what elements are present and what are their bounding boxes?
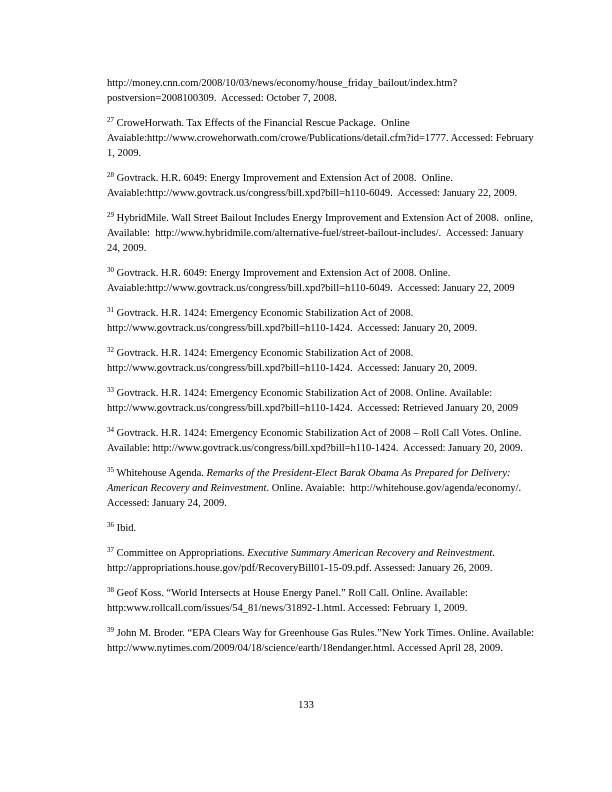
note-text: Govtrack. H.R. 1424: Emergency Economic Stabilization Act of 2008. http://www.govtrack.us/congress/bill.xpd?bill=h110-1424. Accessed: January 20, 2009. (107, 308, 478, 334)
note-text: Govtrack. H.R. 6049: Energy Improvement and Extension Act of 2008. Online. Avaiable:http://www.govtrack.us/congress/bill.xpd?bill=h110-6049. Accessed: January 22, 2009. (107, 173, 518, 199)
page-number: 133 (298, 700, 314, 711)
endnote-number: 33 (107, 386, 114, 394)
endnote-number: 36 (107, 521, 114, 529)
endnote (107, 466, 539, 511)
note-text: Govtrack. H.R. 1424: Emergency Economic Stabilization Act of 2008. http://www.govtrack.us/congress/bill.xpd?bill=h110-1424. Accessed: January 20, 2009. (107, 348, 478, 374)
endnote (107, 76, 539, 106)
endnote (107, 546, 539, 576)
note-text: http://money.cnn.com/2008/10/03/news/economy/house_friday_bailout/index.htm?postversion=2008100309. Accessed: October 7, 2008. (107, 78, 458, 104)
endnote (107, 626, 539, 656)
endnote (107, 306, 539, 336)
endnote (107, 211, 539, 256)
note-text: . Online. Avaiable: http://whitehouse.gov/agenda/economy/. Accessed: January 24, 2009. (107, 483, 524, 509)
note-text: CroweHorwath. Tax Effects of the Financial Rescue Package. Online Avaiable:http://www.crowehorwath.com/crowe/Publications/detail.cfm?id=1777. Accessed: February 1, 2009. (107, 118, 537, 159)
note-text: . http://appropriations.house.gov/pdf/RecoveryBill01-15-09.pdf. Assessed: January 26, 2009. (107, 548, 498, 574)
endnote-number: 28 (107, 171, 114, 179)
endnote-number: 39 (107, 626, 114, 634)
note-text: Whitehouse Agenda. (116, 468, 207, 479)
endnote (107, 586, 539, 616)
endnote-number: 35 (107, 466, 114, 474)
endnote (107, 521, 539, 536)
note-text: Govtrack. H.R. 1424: Emergency Economic Stabilization Act of 2008. Online. Available: http://www.govtrack.us/congress/bill.xpd?bill=h110-1424. Accessed: Retrieved January 20, 2009 (107, 388, 519, 414)
work-title: Remarks of the President-Elect Barak Obama As Prepared for Delivery: American Recovery and Reinvestment (107, 468, 513, 494)
notes-list (107, 76, 539, 666)
endnote-number: 38 (107, 586, 114, 594)
endnote (107, 426, 539, 456)
note-text: John M. Broder. “EPA Clears Way for Greenhouse Gas Rules.”New York Times. Online. Available: http://www.nytimes.com/2009/04/18/science/earth/18endanger.html. Accessed April 28, 2009. (107, 628, 537, 654)
endnote (107, 116, 539, 161)
endnote-number: 34 (107, 426, 114, 434)
endnote-number: 30 (107, 266, 114, 274)
endnote (107, 386, 539, 416)
endnote (107, 346, 539, 376)
note-text: HybridMile. Wall Street Bailout Includes Energy Improvement and Extension Act of 2008. online, Available: http://www.hybridmile.com/alternative-fuel/street-bailout-includes/. Accessed: January 24, 2009. (107, 213, 536, 254)
endnote-number: 27 (107, 116, 114, 124)
note-text: Ibid. (116, 523, 137, 534)
endnote-number: 31 (107, 306, 114, 314)
endnote-number: 37 (107, 546, 114, 554)
endnote (107, 171, 539, 201)
endnote-number: 32 (107, 346, 114, 354)
work-title: Executive Summary American Recovery and Reinvestment (247, 548, 493, 559)
endnote-number: 29 (107, 211, 114, 219)
note-text: Govtrack. H.R. 6049: Energy Improvement and Extension Act of 2008. Online. Avaiable:http://www.govtrack.us/congress/bill.xpd?bill=h110-6049. Accessed: January 22, 2009 (107, 268, 515, 294)
note-text: Govtrack. H.R. 1424: Emergency Economic Stabilization Act of 2008 – Roll Call Votes. Online. Available: http://www.govtrack.us/congress/bill.xpd?bill=h110-1424. Accessed: January 20, 2009. (107, 428, 524, 454)
note-text: Geof Koss. “World Intersects at House Energy Panel.” Roll Call. Online. Available: http:www.rollcall.com/issues/54_81/news/31892-1.html. Accessed: February 1, 2009. (107, 588, 471, 614)
note-text: Committee on Appropriations. (116, 548, 248, 559)
endnote (107, 266, 539, 296)
